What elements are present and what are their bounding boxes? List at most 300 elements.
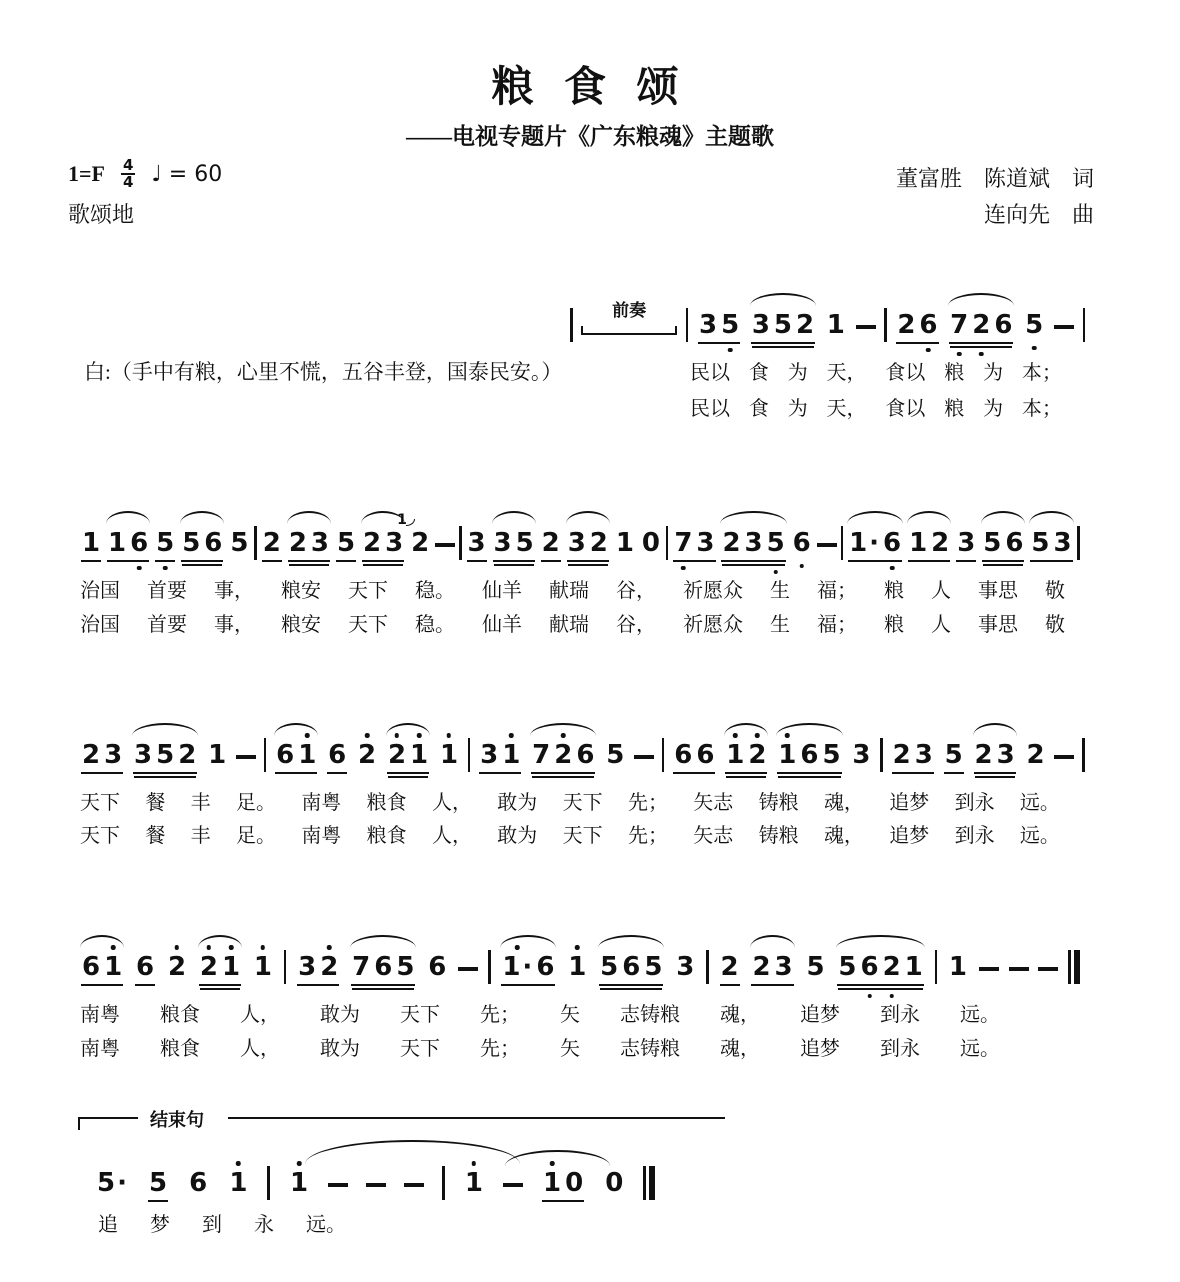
note xyxy=(80,528,102,558)
note-digit: 2 xyxy=(288,528,307,558)
slur-arc xyxy=(1029,511,1073,524)
note-group-digits xyxy=(955,528,977,558)
lyric-chunk: 福； xyxy=(817,614,857,636)
note xyxy=(350,952,372,982)
lyric-chunk: 天下 xyxy=(400,1038,440,1060)
slur-arc xyxy=(598,935,664,948)
note-digit: 0 xyxy=(641,528,660,558)
note xyxy=(947,952,969,982)
note-digit: 7 xyxy=(352,952,371,982)
note xyxy=(106,528,128,558)
lyric-chunk: 粮食 xyxy=(160,1038,200,1060)
note-group-digits xyxy=(397,512,431,558)
lyric-chunk: 本； xyxy=(1021,362,1062,384)
lyric-chunk: 敢为 xyxy=(320,1038,360,1060)
note-digit: 5 xyxy=(156,528,175,558)
note-digit: 2 xyxy=(362,528,382,558)
note-group-digits xyxy=(640,528,662,558)
note-digit: 5 xyxy=(515,528,534,558)
note-digit: 2 xyxy=(720,952,739,982)
lyric-chunk: 南粤 xyxy=(301,792,342,814)
note-group-digits xyxy=(604,740,626,770)
note xyxy=(134,952,156,982)
note-digit: 2 xyxy=(358,740,377,770)
note-digit: 1 xyxy=(615,528,634,558)
note xyxy=(746,740,768,770)
note xyxy=(973,740,995,770)
phrase-arc xyxy=(305,1140,520,1164)
note xyxy=(198,952,220,982)
note-digit: 3 xyxy=(957,528,976,558)
note-group-digits xyxy=(492,528,536,558)
note-group xyxy=(566,952,588,982)
note xyxy=(773,952,795,982)
lyric-chunk: 餐 xyxy=(145,825,166,847)
note-digit: 7 xyxy=(950,310,969,340)
lyric-chunk: 南粤 xyxy=(80,1038,120,1060)
lyric-chunk: 人， xyxy=(431,792,472,814)
note-digit: 6 xyxy=(276,740,295,770)
note-digit: 3 xyxy=(676,952,695,982)
note xyxy=(128,528,150,558)
note xyxy=(166,952,188,982)
note-group-digits xyxy=(1029,528,1073,558)
lyric-row xyxy=(80,998,1000,1027)
note xyxy=(955,528,977,558)
lyric-chunk: 敢为 xyxy=(320,1004,360,1026)
note xyxy=(80,740,102,770)
duration-dash xyxy=(328,1183,348,1187)
lyric-chunk: 先； xyxy=(627,825,668,847)
note-digit: 3 xyxy=(1053,528,1072,558)
note-group xyxy=(614,528,636,558)
key-tempo-line xyxy=(68,158,222,190)
duration-dash xyxy=(979,967,999,971)
lyric-chunk: 谷， xyxy=(616,580,656,602)
note xyxy=(147,1168,169,1198)
note xyxy=(672,528,694,558)
note-digit: 3 xyxy=(104,740,123,770)
note-group xyxy=(187,1168,209,1198)
final-bar-line xyxy=(643,1166,655,1200)
lyric-chunk: 粮 xyxy=(884,580,904,602)
duration-dash xyxy=(1038,967,1058,971)
note-digit: 2 xyxy=(411,528,430,558)
note-digit: 6 xyxy=(204,528,223,558)
slur-arc xyxy=(981,511,1025,524)
note-group-digits xyxy=(847,528,903,558)
octave-dot-high xyxy=(417,733,422,738)
lyric-chunk: 足。 xyxy=(235,825,276,847)
note-group xyxy=(335,528,357,558)
note-group xyxy=(463,1168,485,1198)
note-digit: 2 xyxy=(752,952,771,982)
ending-phrase-label: 结束句 xyxy=(150,1110,204,1130)
note-group-digits xyxy=(80,740,124,770)
note-group-digits xyxy=(80,528,102,558)
song-subtitle: ——电视专题片《广东粮魂》主题歌 xyxy=(406,124,774,149)
note-group xyxy=(720,528,786,558)
lyric-chunk: 到永 xyxy=(880,1004,920,1026)
octave-dot-high xyxy=(395,733,400,738)
key-signature: 1=F xyxy=(68,161,105,186)
note-digit: 6 xyxy=(696,740,715,770)
bar-line xyxy=(880,738,883,772)
note-group xyxy=(750,310,816,340)
slur-arc xyxy=(973,723,1017,736)
time-signature-top: 4 xyxy=(122,156,134,174)
note xyxy=(534,952,556,982)
slur-arc xyxy=(106,511,150,524)
note-group xyxy=(850,740,872,770)
note-group xyxy=(361,528,405,558)
note xyxy=(794,310,816,340)
lyric-chunk: 追梦 xyxy=(800,1004,840,1026)
lyric-row xyxy=(80,1032,1000,1061)
note-digit: 2 xyxy=(931,528,950,558)
note xyxy=(913,740,935,770)
lyric-chunk: 人， xyxy=(431,825,472,847)
lyric-chunk: 远。 xyxy=(1019,792,1060,814)
note-digit: 5 xyxy=(806,952,825,982)
note-group-digits xyxy=(1025,740,1047,770)
octave-dot-high xyxy=(575,945,580,950)
note-group xyxy=(134,952,156,982)
octave-dot-high xyxy=(305,733,310,738)
note-group-digits xyxy=(166,952,188,982)
note-digit: 3 xyxy=(134,740,153,770)
note-group-digits xyxy=(500,952,556,982)
note-group-digits xyxy=(287,528,331,558)
note-group xyxy=(500,952,556,982)
note-digit: 5 xyxy=(156,740,175,770)
note-digit: 3 xyxy=(996,740,1015,770)
note-digit: 5 xyxy=(983,528,1002,558)
duration-dash xyxy=(1054,325,1074,329)
octave-dot-high xyxy=(365,733,370,738)
note xyxy=(326,740,348,770)
lyric-chunk: 献瑞 xyxy=(549,580,589,602)
lyric-chunk: 铸粮 xyxy=(758,825,799,847)
note-group-digits xyxy=(981,528,1025,558)
slur-arc xyxy=(274,723,318,736)
note-digit: 2 xyxy=(972,310,991,340)
note-group xyxy=(947,952,969,982)
note-group-digits xyxy=(776,740,842,770)
octave-dot-high xyxy=(175,945,180,950)
note-digit: 2 xyxy=(82,740,101,770)
note xyxy=(261,528,283,558)
lyric-chunk: 首要 xyxy=(147,580,187,602)
note-digit: 0 xyxy=(605,1168,624,1198)
note-group xyxy=(228,528,250,558)
octave-dot-high xyxy=(509,733,514,738)
note-group-digits xyxy=(95,1168,129,1198)
note-digit: 2 xyxy=(796,310,815,340)
octave-dot-high xyxy=(515,945,520,950)
lyric-chunk: 民以 xyxy=(690,362,730,384)
note-digit: 3 xyxy=(467,528,486,558)
slur-arc xyxy=(198,935,242,948)
bar-line xyxy=(841,526,844,560)
note xyxy=(206,740,228,770)
note-group xyxy=(540,528,562,558)
note-group-digits xyxy=(180,528,224,558)
octave-dot-high xyxy=(236,1161,241,1166)
note-group xyxy=(80,952,124,982)
octave-dot-low xyxy=(163,566,168,571)
spoken-line: 白:（手中有粮，心里不慌，五谷丰登，国泰民安。） xyxy=(84,360,563,384)
note xyxy=(881,528,903,558)
note-digit: 6 xyxy=(994,310,1013,340)
note-group-digits xyxy=(791,528,813,558)
note xyxy=(438,740,460,770)
bar-line xyxy=(686,308,689,342)
note-digit: 3 xyxy=(310,528,329,558)
augmentation-dot: · xyxy=(522,952,533,982)
note xyxy=(724,740,746,770)
octave-dot-low xyxy=(137,566,142,571)
slur-arc xyxy=(907,511,951,524)
note xyxy=(620,952,642,982)
note xyxy=(836,952,858,982)
note-group-digits xyxy=(154,528,176,558)
lyric-chunk: 本； xyxy=(1021,398,1062,420)
bar-line xyxy=(468,738,471,772)
lyric-chunk: 敬 xyxy=(1045,580,1065,602)
note-group xyxy=(287,528,331,558)
note xyxy=(288,1168,310,1198)
lyric-chunk: 献瑞 xyxy=(549,614,589,636)
note-group xyxy=(541,1168,585,1198)
slur-arc xyxy=(750,935,794,948)
note-digit: 5 xyxy=(773,310,792,340)
note xyxy=(95,1168,129,1198)
note-digit: 6 xyxy=(800,740,819,770)
note-digit: 1 xyxy=(108,528,127,558)
note-digit: 3 xyxy=(480,740,499,770)
note-digit: 6 xyxy=(622,952,641,982)
note xyxy=(804,952,826,982)
bar-line xyxy=(264,738,267,772)
note-group-digits xyxy=(356,740,378,770)
lyric-chunk: 粮安 xyxy=(281,580,321,602)
note xyxy=(1029,528,1051,558)
lyric-chunk: 先； xyxy=(627,792,668,814)
note-digit: 5 xyxy=(721,310,740,340)
intro-bracket-line xyxy=(581,326,677,335)
note xyxy=(514,528,536,558)
note-digit: 1 xyxy=(948,952,967,982)
note-digit: 3 xyxy=(852,740,871,770)
lyric-row xyxy=(80,819,1060,848)
note-group-digits xyxy=(540,528,562,558)
lyric-chunk: 追梦 xyxy=(800,1038,840,1060)
lyric-chunk: 志铸粮 xyxy=(620,1038,680,1060)
grace-note: 1 xyxy=(397,512,407,528)
lyric-chunk: 餐 xyxy=(145,792,166,814)
note xyxy=(102,740,124,770)
note xyxy=(776,740,798,770)
octave-dot-high xyxy=(297,1161,302,1166)
octave-dot-high xyxy=(327,945,332,950)
lyric-chunk: 事思 xyxy=(978,614,1018,636)
note-group-digits xyxy=(943,740,965,770)
note-group-digits xyxy=(825,310,847,340)
note-digit: 5 xyxy=(97,1168,116,1198)
lyric-chunk: 人， xyxy=(240,1004,280,1026)
note-group xyxy=(386,740,430,770)
note-group xyxy=(640,528,662,558)
note xyxy=(694,528,716,558)
lyric-chunk: 魂， xyxy=(823,792,864,814)
bar-line xyxy=(254,526,257,560)
note xyxy=(478,740,500,770)
note xyxy=(274,740,296,770)
note-group-digits xyxy=(541,1168,585,1198)
octave-dot-low xyxy=(926,348,931,353)
note-group xyxy=(719,952,741,982)
octave-dot-high xyxy=(447,733,452,738)
note-digit: 5 xyxy=(600,952,619,982)
note-group xyxy=(227,1168,249,1198)
lyric-chunk: 远。 xyxy=(306,1214,346,1236)
note xyxy=(850,740,872,770)
note-group xyxy=(804,952,826,982)
note-digit: 3 xyxy=(696,528,715,558)
note xyxy=(356,740,378,770)
note-digit: 6 xyxy=(189,1168,208,1198)
lyric-chunk: 铸粮 xyxy=(758,792,799,814)
lyric-chunk: 魂， xyxy=(720,1038,760,1060)
note xyxy=(603,1168,625,1198)
lyric-chunk: 祈愿众 xyxy=(683,614,743,636)
note-digit: 2 xyxy=(320,952,339,982)
octave-dot-high xyxy=(733,733,738,738)
augmentation-dot: · xyxy=(117,1168,127,1198)
note-group xyxy=(438,740,460,770)
note-digit: 1 xyxy=(568,952,587,982)
tempo-marking: ♩ = 60 xyxy=(151,161,223,187)
lyric-chunk: 到永 xyxy=(954,792,995,814)
duration-dash xyxy=(1054,755,1074,759)
note xyxy=(640,528,662,558)
note-group xyxy=(106,528,150,558)
note xyxy=(372,952,394,982)
note-group xyxy=(674,952,696,982)
lyric-chunk: 追梦 xyxy=(889,825,930,847)
note-group xyxy=(907,528,951,558)
note-group xyxy=(697,310,741,340)
note-group-digits xyxy=(228,528,250,558)
note xyxy=(992,310,1014,340)
lyric-chunk: 远。 xyxy=(960,1004,1000,1026)
note-digit: 3 xyxy=(493,528,512,558)
note-group xyxy=(566,528,610,558)
music-system xyxy=(80,952,1080,982)
note-digit: 3 xyxy=(914,740,933,770)
note-group-digits xyxy=(697,310,741,340)
lyric-chunk: 粮 xyxy=(944,362,965,384)
note-group xyxy=(943,740,965,770)
note xyxy=(694,740,716,770)
lyric-chunk: 天下 xyxy=(348,614,388,636)
note-group-digits xyxy=(907,528,951,558)
note-digit: 2 xyxy=(1026,740,1045,770)
ending-bracket-line xyxy=(80,1117,138,1119)
note xyxy=(907,528,929,558)
lyric-chunk: 人 xyxy=(931,614,951,636)
note-digit: 6 xyxy=(860,952,879,982)
note-group-digits xyxy=(804,952,826,982)
slur-arc xyxy=(500,935,556,948)
note xyxy=(566,528,588,558)
note-group-digits xyxy=(274,740,318,770)
slur-arc xyxy=(287,511,331,524)
note-group-digits xyxy=(288,1168,310,1198)
lyric-chunk: 事思 xyxy=(978,580,1018,602)
note xyxy=(943,740,965,770)
lyric-chunk: 远。 xyxy=(1019,825,1060,847)
lyric-chunk: 到 xyxy=(202,1214,222,1236)
lyric-chunk: 人， xyxy=(240,1038,280,1060)
lyric-chunk: 丰 xyxy=(190,825,211,847)
note xyxy=(750,310,772,340)
note-group xyxy=(1023,310,1045,340)
note xyxy=(287,528,309,558)
note-group xyxy=(891,740,935,770)
lyric-chunk: 民以 xyxy=(690,398,730,420)
lyric-chunk: 为 xyxy=(787,362,808,384)
duration-dash xyxy=(1009,967,1029,971)
note-digit: 6 xyxy=(82,952,101,982)
note xyxy=(1025,740,1047,770)
note-digit: 2 xyxy=(178,740,197,770)
note-digit: 6 xyxy=(674,740,693,770)
note-digit: 5 xyxy=(182,528,201,558)
note-group xyxy=(791,528,813,558)
note-group-digits xyxy=(350,952,416,982)
note-digit: 1 xyxy=(543,1168,562,1198)
bar-line xyxy=(570,308,573,342)
octave-dot-low xyxy=(799,564,804,569)
note-group-digits xyxy=(227,1168,249,1198)
note-digit: 1 xyxy=(439,740,459,770)
slur-arc xyxy=(180,511,224,524)
note xyxy=(903,952,925,982)
song-title: 粮 食 颂 xyxy=(491,65,689,111)
note xyxy=(791,528,813,558)
note-digit: 5 xyxy=(1031,528,1050,558)
note xyxy=(552,740,574,770)
note xyxy=(981,528,1003,558)
note xyxy=(719,952,741,982)
note-digit: 1 xyxy=(298,740,317,770)
lyric-chunk: 粮食 xyxy=(160,1004,200,1026)
note-digit: 2 xyxy=(387,740,407,770)
note-digit: 2 xyxy=(541,528,560,558)
lyricist-credit: 董富胜 陈道斌 词 xyxy=(895,166,1094,191)
lyric-chunk: 敢为 xyxy=(497,825,538,847)
note-group-digits xyxy=(720,528,786,558)
slur-arc xyxy=(948,293,1014,306)
octave-dot-low xyxy=(728,348,733,353)
note xyxy=(252,952,274,982)
note-group-digits xyxy=(750,952,794,982)
note-digit: 3 xyxy=(298,952,317,982)
note-group xyxy=(981,528,1025,558)
note-digit: 6 xyxy=(328,740,347,770)
